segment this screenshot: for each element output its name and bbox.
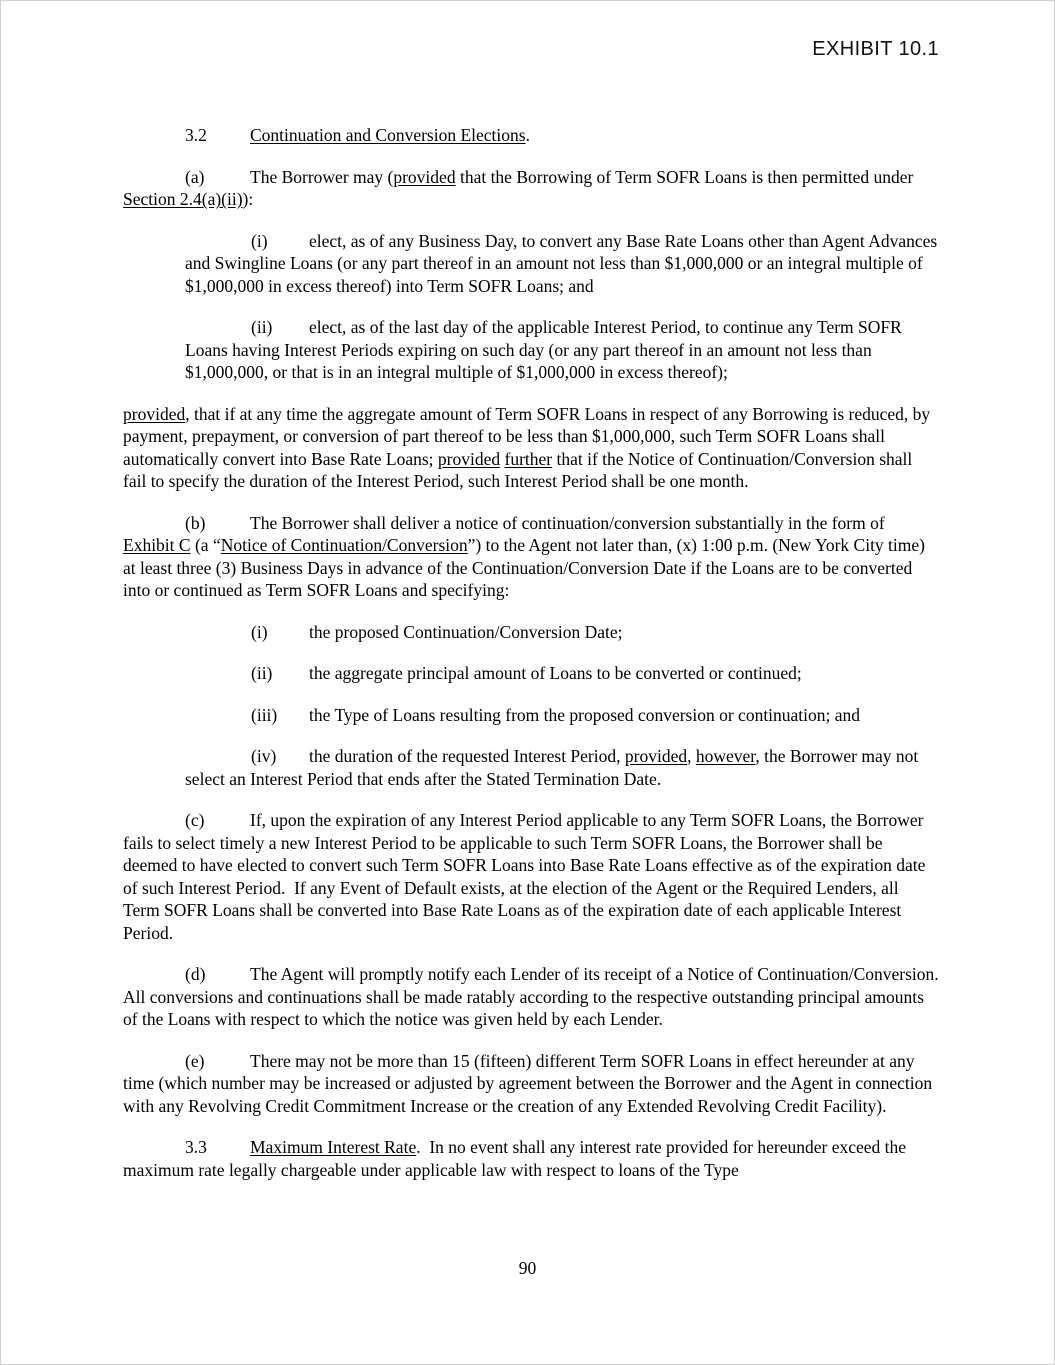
list-item-a-i — [185, 230, 942, 298]
para-label: (iii) — [251, 704, 278, 725]
text-run: elect, as of any Business Day, to convert any Base Rate Loans other than Agent Advances and Swingline Loans (or any part thereof in an amount not less than $1,000,000 or an integral multiple of $1,000,000 in excess thereof) into Term SOFR Loans; and — [185, 230, 942, 296]
text-run: that the Borrowing of Term SOFR Loans is then permitted under — [455, 166, 918, 187]
list-item-b-ii — [185, 662, 939, 685]
text-run: , that if at any time the aggregate amount of Term SOFR Loans in respect of any Borrowing is reduced, by payment, prepayment, or conversion of part thereof to be less than $1,000,000, such Term SOFR Loans shall automatically convert into Base Rate Loans; — [123, 403, 935, 469]
text-run: that if the Notice of Continuation/Conversion shall fail to specify the duration of the Interest Period, such Interest Period shall be one month. — [123, 448, 917, 491]
text-run: If, upon the expiration of any Interest Period applicable to any Term SOFR Loans, the Borrower fails to select timely a new Interest Period to be applicable to such Term SOFR Loans, the Borrower shall be deemed to have elected to convert such Term SOFR Loans into Base Rate Loans effective as of the expiration date of such Interest Period. If any Event of Default exists, at the election of the Agent or the Required Lenders, all Term SOFR Loans shall be converted into Base Rate Loans as of the expiration date of each applicable Interest Period. — [123, 810, 930, 943]
paragraph-c — [123, 809, 939, 944]
section-heading-3-2 — [123, 124, 939, 147]
para-label: (i) — [251, 230, 268, 251]
para-label: 3.2 — [185, 125, 207, 145]
text-run: the duration of the requested Interest Period, — [309, 746, 625, 766]
text-run: The Borrower shall deliver a notice of continuation/conversion substantially in the form of — [250, 512, 890, 533]
para-label: (e) — [185, 1050, 205, 1071]
text-run: the Type of Loans resulting from the proposed conversion or continuation; and — [309, 704, 861, 725]
paragraph-a — [123, 166, 939, 211]
text-run: the proposed Continuation/Conversion Date; — [309, 621, 623, 642]
para-label: 3.3 — [185, 1137, 207, 1157]
underlined-text-run: Exhibit C — [123, 535, 191, 555]
underlined-text-run: provided — [437, 448, 501, 469]
para-label: (ii) — [251, 663, 273, 683]
para-label: (iv) — [251, 746, 277, 766]
underlined-text-run: Maximum Interest Rate — [250, 1137, 417, 1157]
underlined-text-run: provided — [624, 746, 688, 766]
section-3-3-paragraph — [123, 1136, 939, 1181]
list-item-b-iii — [185, 704, 939, 727]
exhibit-header: EXHIBIT 10.1 — [812, 38, 939, 60]
text-run: There may not be more than 15 (fifteen) different Term SOFR Loans in effect hereunder at any time (which number may be increased or adjusted by agreement between the Borrower and the Agent in connection with any Revolving Credit Commitment Increase or the creation of any Extended Revolving Credit Facility). — [123, 1050, 937, 1116]
para-label: (ii) — [251, 317, 273, 337]
text-run: elect, as of the last day of the applicable Interest Period, to continue any Term SOFR Loans having Interest Periods expiring on such day (or any part thereof in an amount not less than $1,000,000, or that is in an integral multiple of $1,000,000 in excess thereof); — [185, 317, 907, 382]
list-item-b-iv — [185, 745, 939, 790]
paragraph-proviso — [123, 403, 939, 493]
para-label: (b) — [185, 512, 206, 533]
underlined-text-run: provided — [123, 403, 186, 424]
para-label: (d) — [185, 964, 206, 984]
underlined-text-run: provided — [393, 166, 456, 187]
underlined-text-run: Continuation and Conversion Elections — [250, 125, 526, 145]
text-run: ): — [242, 189, 254, 209]
underlined-text-run: further — [504, 448, 553, 469]
paragraph-d — [123, 963, 947, 1031]
underlined-text-run: Section 2.4(a)(ii) — [123, 189, 243, 209]
text-run: (a “ — [190, 535, 221, 555]
underlined-text-run: however — [695, 746, 756, 766]
para-label: (c) — [185, 810, 205, 830]
list-item-b-i — [185, 621, 939, 644]
text-run: ”) to the Agent not later than, (x) 1:00 p.m. (New York City time) at least three (3) Business Days in advance of the Continuation/Conversion Date if the Loans are to be converted into or continued as Term SOFR Loans and specifying: — [123, 535, 930, 600]
text-run: , — [687, 746, 696, 766]
text-run: , the Borrower may not select an Interest Period that ends after the Stated Termination Date. — [185, 746, 923, 789]
underlined-text-run: Notice of Continuation/Conversion — [220, 535, 468, 555]
text-run: . In no event shall any interest rate provided for hereunder exceed the maximum rate legally chargeable under applicable law with respect to loans of the Type — [123, 1137, 911, 1180]
list-item-a-ii — [185, 316, 939, 384]
text-run: . — [525, 125, 530, 145]
page-number: 90 — [518, 1258, 537, 1278]
para-label: (a) — [185, 166, 205, 187]
text-run: The Agent will promptly notify each Lender of its receipt of a Notice of Continuation/Conversion. All conversions and continuations shall be made ratably according to the respective outstanding principal amounts of the Loans with respect to which the notice was given held by each Lender. — [123, 964, 947, 1029]
paragraph-e — [123, 1050, 939, 1118]
paragraph-b — [123, 512, 939, 602]
para-label: (i) — [251, 621, 268, 642]
text-run: the aggregate principal amount of Loans to be converted or continued; — [309, 663, 802, 683]
text-run: The Borrower may ( — [250, 166, 394, 187]
